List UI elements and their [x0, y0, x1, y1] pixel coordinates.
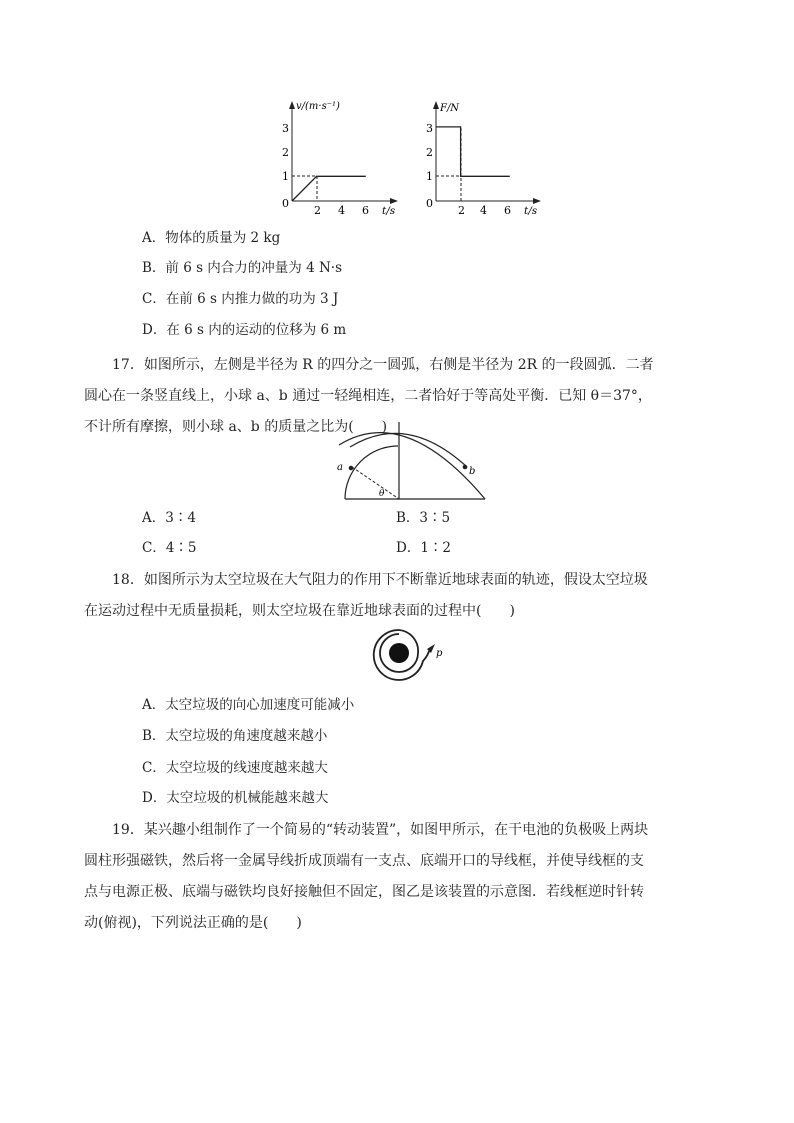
q16-option-b[interactable]: B．前 6 s 内合力的冲量为 4 N·s [142, 260, 343, 276]
force-time-graph [418, 95, 558, 220]
q18-orbit-diagram [370, 630, 460, 690]
label-p: p [436, 648, 443, 659]
f-ytick-1: 1 [426, 170, 433, 183]
v-ytick-2: 2 [282, 146, 289, 159]
q16-option-c[interactable]: C．在前 6 s 内推力做的功为 3 J [142, 291, 339, 307]
label-theta: θ [379, 489, 385, 499]
q18-option-b[interactable]: B．太空垃圾的角速度越来越小 [142, 728, 328, 744]
q17-option-a[interactable]: A．3∶4 [142, 510, 196, 526]
f-origin-label: 0 [426, 197, 433, 210]
q17-option-b[interactable]: B．3∶5 [396, 510, 451, 526]
ball-b [463, 465, 468, 470]
v-x-axis-label: t/s [382, 205, 396, 217]
q18-option-d[interactable]: D．太空垃圾的机械能越来越大 [142, 790, 329, 806]
q16-option-d[interactable]: D．在 6 s 内的运动的位移为 6 m [142, 322, 347, 338]
q17-option-c[interactable]: C．4∶5 [142, 540, 197, 556]
f-x-axis-label: t/s [524, 205, 538, 217]
q18-option-c[interactable]: C．太空垃圾的线速度越来越大 [142, 760, 328, 776]
f-xtick-2: 2 [458, 204, 465, 217]
f-xtick-6: 6 [504, 204, 511, 217]
q16-option-a[interactable]: A．物体的质量为 2 kg [142, 230, 281, 246]
v-ytick-1: 1 [282, 170, 289, 183]
f-ytick-2: 2 [426, 146, 433, 159]
q19-stem: 19．某兴趣小组制作了一个简易的“转动装置”，如图甲所示，在干电池的负极吸上两块圆柱形强磁铁，然后将一金属导线折成顶端有一支点、底端开口的导线框，并使导线框的支点与电源正极、底端与磁铁均良好接触但不固定，图乙是该装置的示意图．若线框逆时针转动(俯视)，下列说法正确的是( ) [84, 822, 649, 931]
f-axis-label: F/N [440, 103, 460, 114]
v-axis-label: v/(m·s⁻¹) [296, 101, 340, 112]
v-xtick-6: 6 [362, 204, 369, 217]
f-ytick-3: 3 [426, 122, 433, 135]
q18-option-a[interactable]: A．太空垃圾的向心加速度可能减小 [142, 697, 355, 713]
label-b: b [469, 466, 476, 477]
f-xtick-4: 4 [480, 204, 487, 217]
earth [389, 643, 409, 663]
q17-arc-diagram [335, 412, 495, 504]
velocity-time-graph [270, 95, 410, 220]
velocity-series-line [292, 176, 366, 201]
q17-option-d[interactable]: D．1∶2 [396, 540, 452, 556]
force-series-line [436, 127, 510, 176]
q18-stem: 18．如图所示为太空垃圾在大气阻力的作用下不断靠近地球表面的轨迹，假设太空垃圾在运动过程中无质量损耗，则太空垃圾在靠近地球表面的过程中( ) [84, 572, 648, 619]
v-origin-label: 0 [282, 197, 289, 210]
q17-stem: 17．如图所示，左侧是半径为 R 的四分之一圆弧，右侧是半径为 2R 的一段圆弧．二者圆心在一条竖直线上，小球 a、b 通过一轻绳相连，二者恰好于等高处平衡．已知 θ＝37°，不计所有摩擦，则小球 a、b 的质量之比为( ) [84, 357, 654, 435]
v-xtick-4: 4 [338, 204, 345, 217]
label-a: a [337, 462, 343, 473]
v-ytick-3: 3 [282, 122, 289, 135]
ball-a [349, 466, 354, 471]
v-xtick-2: 2 [314, 204, 321, 217]
